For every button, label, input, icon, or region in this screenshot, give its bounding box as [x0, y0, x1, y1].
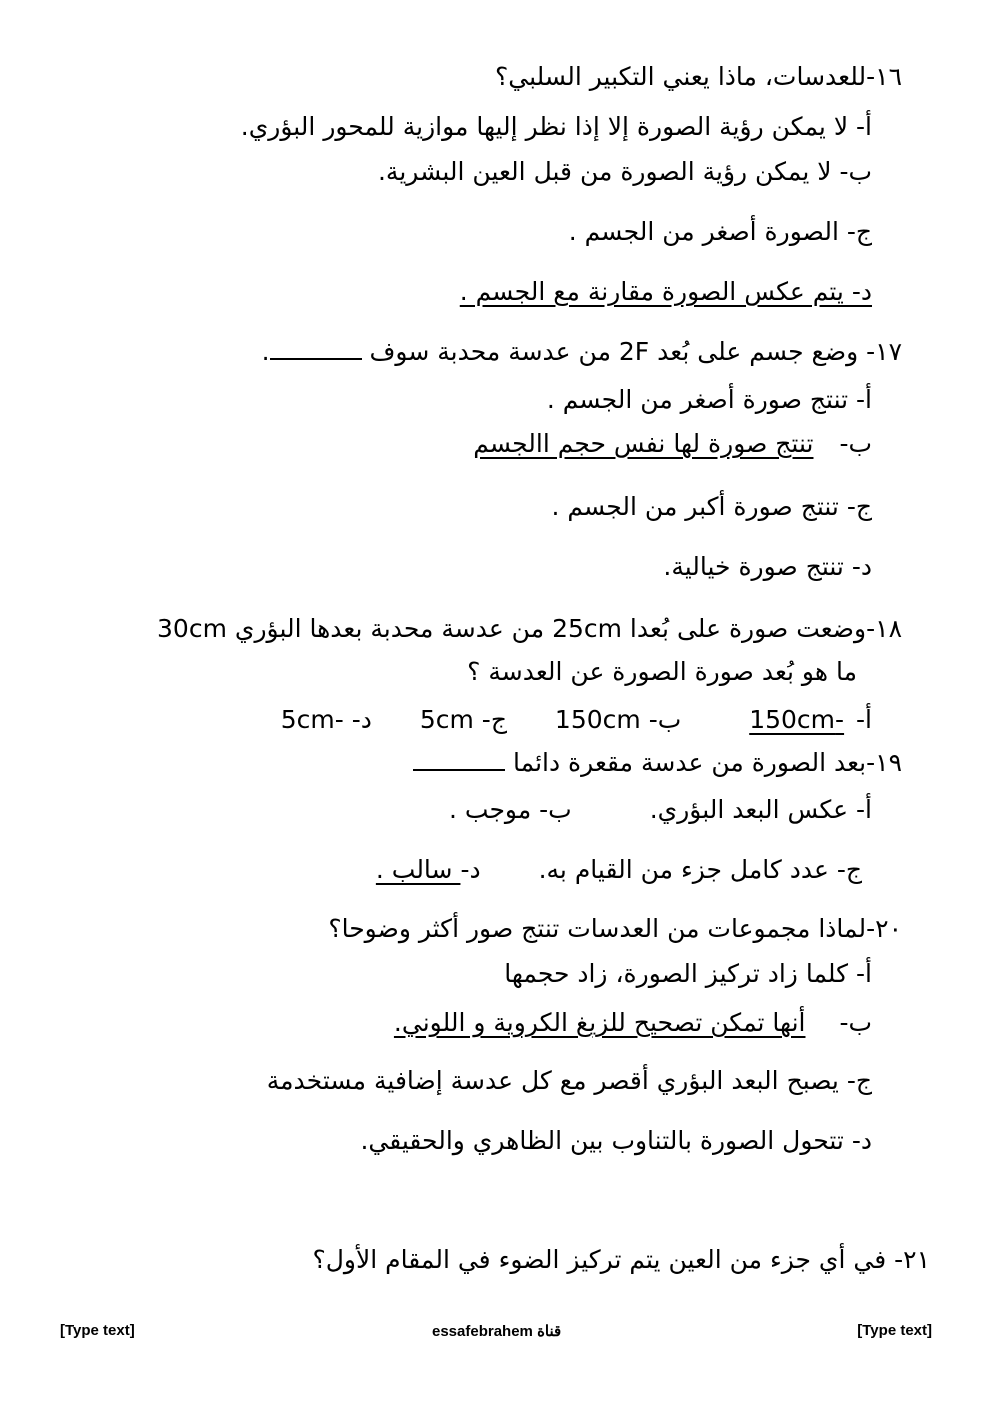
q17-stem-text: ١٧- وضع جسم على بُعد 2F من عدسة محدبة سوف [369, 337, 902, 366]
q17-option-d: د- تنتج صورة خيالية. [663, 552, 872, 581]
q21-stem: ٢١- في أي جزء من العين يتم تركيز الضوء في المقام الأول؟ [312, 1245, 930, 1274]
q20-option-c: ج- يصبح البعد البؤري أقصر مع كل عدسة إضافية مستخدمة [266, 1066, 872, 1095]
answer-blank [413, 747, 505, 771]
q20-option-b [394, 1006, 872, 1040]
q18-option-b: ب- 150cm [554, 705, 682, 734]
q19-option-d: سالب . [375, 855, 461, 884]
q17-option-c: ج- تنتج صورة أكبر من الجسم . [551, 492, 872, 521]
q17-stem-end: . [261, 337, 270, 366]
q16-option-a: أ- لا يمكن رؤية الصورة إلا إذا نظر إليها موازية للمحور البؤري. [240, 112, 872, 141]
q18-option-a: -150cm [749, 705, 845, 734]
q20-option-d: د- تتحول الصورة بالتناوب بين الظاهري والحقيقي. [360, 1126, 872, 1155]
q17-stem [262, 335, 902, 369]
footer-right: [Type text] [857, 1322, 932, 1339]
q18-stem-2: ما هو بُعد صورة الصورة عن العدسة ؟ [467, 657, 857, 686]
q17-option-b [473, 427, 872, 461]
footer-center: essafebrahem قناة [432, 1323, 562, 1340]
answer-blank [270, 336, 362, 360]
q16-option-c: ج- الصورة أصغر من الجسم . [568, 217, 872, 246]
q19-option-a: أ- عكس البعد البؤري. [649, 795, 872, 824]
q18-option-d: د- -5cm [280, 705, 372, 734]
q19-options-row-2 [376, 853, 862, 887]
q19-stem-text: ١٩-بعد الصورة من عدسة مقعرة دائما [513, 748, 902, 777]
q17-option-b-prefix: ب- [839, 429, 872, 458]
q19-option-c: ج- عدد كامل جزء من القيام به. [538, 855, 862, 884]
q16-option-d: د- يتم عكس الصورة مقارنة مع الجسم . [459, 277, 872, 306]
q20-option-b-prefix: ب- [839, 1008, 872, 1037]
q16-option-b: ب- لا يمكن رؤية الصورة من قبل العين البشرية. [377, 157, 872, 186]
footer-left: [Type text] [60, 1322, 135, 1339]
q19-options-row-1 [449, 793, 872, 827]
q19-option-b: ب- موجب . [449, 795, 572, 824]
q20-option-a: أ- كلما زاد تركيز الصورة، زاد حجمها [504, 959, 872, 988]
q20-option-b-text: أنها تمكن تصحيح للزيغ الكروية و اللوني. [393, 1008, 806, 1037]
q16-stem: ١٦-للعدسات، ماذا يعني التكبير السلبي؟ [495, 62, 902, 91]
q20-stem: ٢٠-لماذا مجموعات من العدسات تنتج صور أكثر وضوحا؟ [328, 914, 902, 943]
q18-option-c: ج- 5cm [419, 705, 507, 734]
q18-options [281, 703, 872, 737]
q17-option-a: أ- تنتج صورة أصغر من الجسم . [546, 385, 872, 414]
q18-stem: ١٨-وضعت صورة على بُعدا 25cm من عدسة محدبة بعدها البؤري 30cm [157, 614, 902, 643]
q19-option-d-prefix: د- [460, 855, 481, 884]
q18-option-a-prefix: أ- [856, 705, 872, 734]
q19-stem [413, 746, 902, 780]
q17-option-b-text: تنتج صورة لها نفس حجم االجسم [473, 429, 814, 458]
